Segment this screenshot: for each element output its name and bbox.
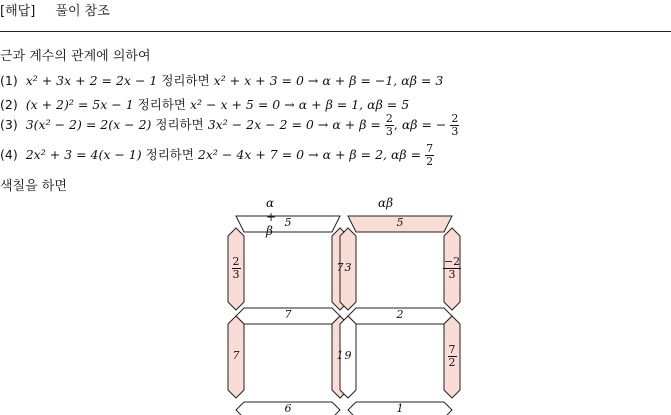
segment-value: 3 [344,261,352,274]
segment-value: $\frac{2}{3}$ [232,255,240,281]
problem-3: (3) 3(x² − 2) = 2(x − 2) 정리하면 3x² − 2x − 2 = 0 → α + β = $\frac{2}{3}$ , αβ = − $\frac{2}{3}$ [0,112,459,138]
segment-value: 5 [396,216,404,229]
outro-text: 색칠을 하면 [0,179,67,194]
segment-value: 2 [396,308,404,321]
segment-value: 7 [336,261,344,274]
segment-value: 7 [232,349,240,362]
segment-value: 9 [344,349,352,362]
segment-value: $\frac{-2}{3}$ [443,255,461,281]
segment-value: 6 [284,402,292,415]
solution-label: [해답] [0,4,36,19]
segment-value: $\frac{7}{2}$ [448,343,456,369]
segment-value: 5 [284,216,292,229]
segment-value: 7 [284,308,292,321]
segment-value: 1 [336,349,344,362]
display-label: α + β [266,196,277,238]
problem-4: (4) 2x² + 3 = 4(x − 1) 정리하면 2x² − 4x + 7 = 0 → α + β = 2, αβ = $\frac{7}{2}$ [0,142,434,168]
problem-2: (2) (x + 2)² = 5x − 1 정리하면 x² − x + 5 = 0 → α + β = 1, αβ = 5 [0,97,410,112]
segment-value: 1 [396,402,404,415]
problem-1: (1) x² + 3x + 2 = 2x − 1 정리하면 x² + x + 3 = 0 → α + β = −1, αβ = 3 [0,73,444,88]
reference-text: 풀이 참조 [55,4,110,19]
display-label: αβ [378,196,394,210]
fraction: $\frac{7}{2}$ [426,142,434,168]
intro-text: 근과 계수의 관계에 의하여 [0,49,151,64]
fraction: $\frac{2}{3}$ [451,112,459,138]
fraction: $\frac{2}{3}$ [385,112,393,138]
